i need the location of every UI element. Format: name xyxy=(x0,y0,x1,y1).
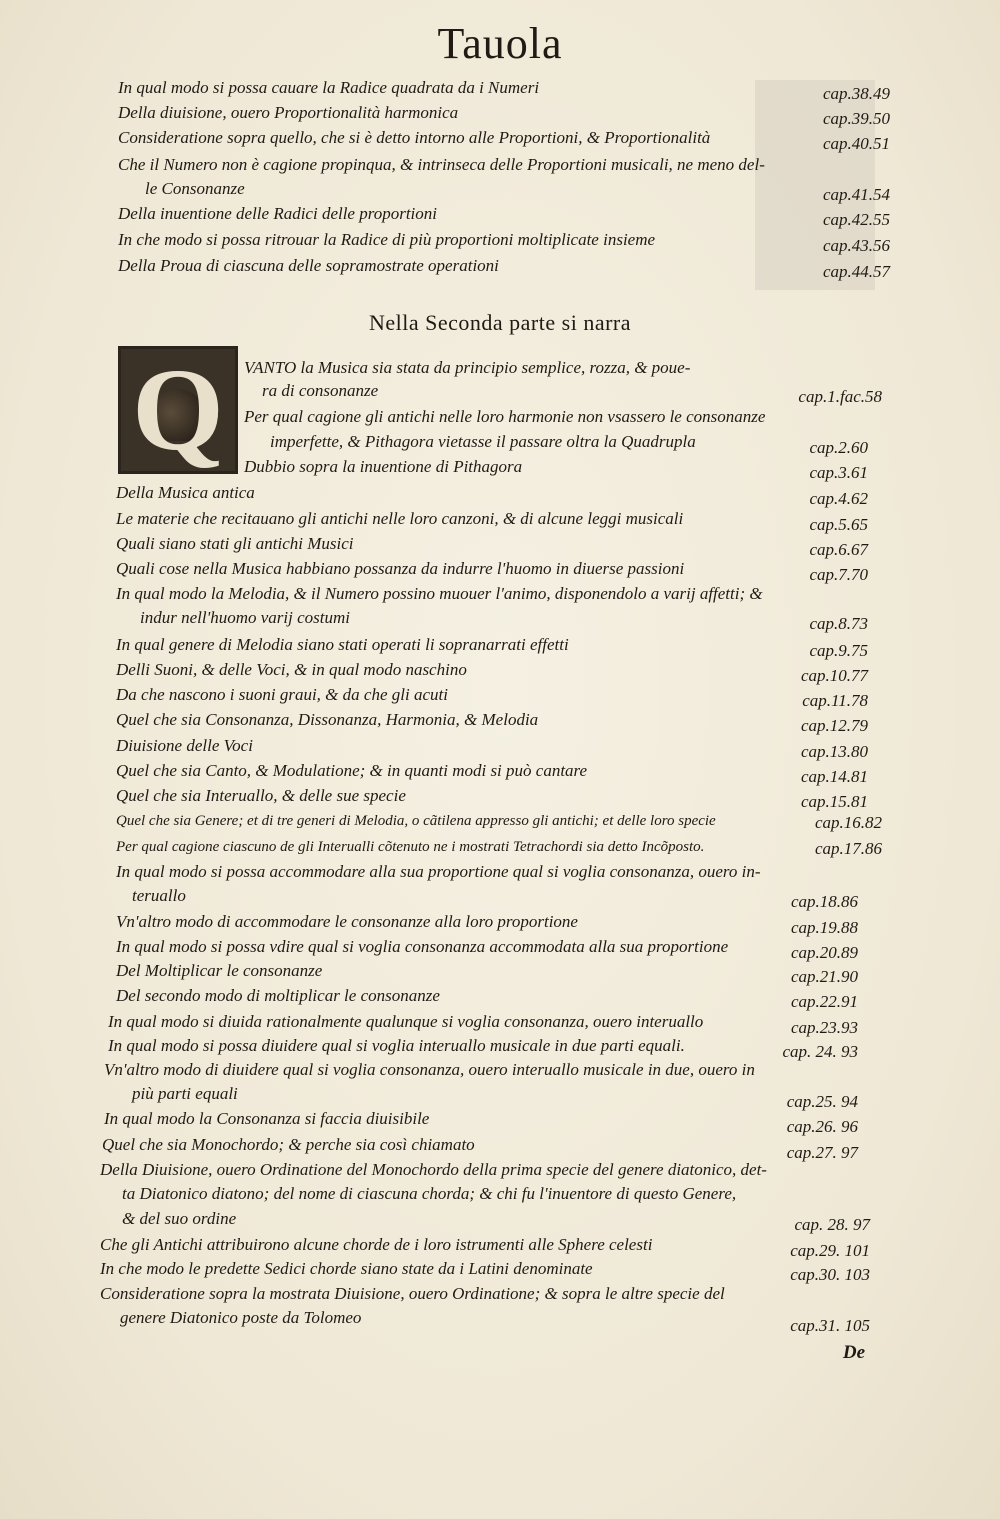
toc-entry-ref: cap.10.77 xyxy=(800,666,868,685)
toc-entry-ref: cap.4.62 xyxy=(809,489,868,508)
toc-entry-text: Quali siano stati gli antichi Musici xyxy=(116,534,354,553)
toc-entry-text: Dubbio sopra la inuentione di Pithagora xyxy=(244,457,523,476)
toc-entry-text: Per qual cagione gli antichi nelle loro harmonie non vsassero le consonanze xyxy=(244,407,766,426)
toc-entry-text: In qual modo si possa accommodare alla sua proportione qual si voglia consonanza, ouero in- xyxy=(116,862,761,881)
toc-entry-text: ra di consonanze xyxy=(262,381,379,400)
decorated-initial xyxy=(118,346,238,474)
toc-entry-text: Quel che sia Canto, & Modulatione; & in quanti modi si può cantare xyxy=(116,761,588,780)
toc-entry-text: le Consonanze xyxy=(145,179,245,198)
toc-entry-ref: cap.15.81 xyxy=(800,792,868,811)
toc-entry-ref: cap.43.56 xyxy=(822,236,890,255)
toc-entry-text: Della inuentione delle Radici delle proportioni xyxy=(118,204,437,223)
toc-entry-text: In qual genere di Melodia siano stati operati li sopranarrati effetti xyxy=(116,635,569,654)
toc-entry-ref: cap.30. 103 xyxy=(790,1265,870,1284)
toc-entry-ref: cap.9.75 xyxy=(809,641,868,660)
toc-entry-ref: cap.39.50 xyxy=(822,109,890,128)
toc-entry-text: Consideratione sopra la mostrata Diuisione, ouero Ordinatione; & sopra le altre specie del xyxy=(100,1284,725,1303)
toc-entry-ref: cap.1.fac.58 xyxy=(798,387,882,406)
toc-entry-ref: cap.25. 94 xyxy=(786,1092,858,1111)
toc-entry-ref: cap.5.65 xyxy=(809,515,868,534)
toc-entry-text: In qual modo la Consonanza si faccia diuisibile xyxy=(104,1109,430,1128)
toc-entry-text: Le materie che recitauano gli antichi nelle loro canzoni, & di alcune leggi musicali xyxy=(116,509,684,528)
toc-entry-text: Che gli Antichi attribuirono alcune chorde de i loro istrumenti alle Sphere celesti xyxy=(100,1235,653,1254)
toc-entry-text: Quel che sia Interuallo, & delle sue specie xyxy=(116,786,406,805)
toc-entry-text: In che modo le predette Sedici chorde siano state da i Latini denominate xyxy=(100,1259,593,1278)
toc-entry-ref: cap.3.61 xyxy=(809,463,868,482)
toc-entry-ref: cap.29. 101 xyxy=(790,1241,870,1260)
toc-entry-ref: cap.23.93 xyxy=(790,1018,858,1037)
toc-entry-text: Che il Numero non è cagione propinqua, & intrinseca delle Proportioni musicali, ne meno del- xyxy=(118,155,765,174)
toc-entry-ref: cap.27. 97 xyxy=(786,1143,858,1162)
toc-entry-text: In qual modo la Melodia, & il Numero possino muouer l'animo, disponendolo a varij affetti; & xyxy=(116,584,763,603)
toc-entry-text: & del suo ordine xyxy=(122,1209,237,1228)
toc-entry-ref: cap.21.90 xyxy=(790,967,858,986)
toc-entry-text: Vn'altro modo di accommodare le consonanze alla loro proportione xyxy=(116,912,578,931)
toc-entry-text: Della Musica antica xyxy=(116,483,255,502)
toc-entry-ref: cap.38.49 xyxy=(822,84,890,103)
toc-entry-text: Della Proua di ciascuna delle sopramostrate operationi xyxy=(118,256,499,275)
toc-entry-ref: cap.16.82 xyxy=(814,813,882,832)
toc-entry-text: Quel che sia Genere; et di tre generi di Melodia, o cãtilena appresso gli antichi; et delle loro specie xyxy=(116,813,716,829)
toc-entry-ref: cap.41.54 xyxy=(822,185,890,204)
toc-entry-text: Delli Suoni, & delle Voci, & in qual modo naschino xyxy=(116,660,467,679)
toc-entry-text: In qual modo si possa vdire qual si voglia consonanza accommodata alla sua proportione xyxy=(116,937,729,956)
toc-entry-text: Della Diuisione, ouero Ordinatione del Monochordo della prima specie del genere diatonico, det- xyxy=(100,1160,767,1179)
toc-entry-text: VANTO la Musica sia stata da principio semplice, rozza, & poue- xyxy=(244,358,691,377)
toc-entry-ref: cap.31. 105 xyxy=(790,1316,870,1335)
toc-entry-text: ta Diatonico diatono; del nome di ciascuna chorda; & chi fu l'inuentore di questo Genere, xyxy=(122,1184,737,1203)
toc-entry-ref: cap.18.86 xyxy=(790,892,858,911)
toc-entry-text: genere Diatonico poste da Tolomeo xyxy=(120,1308,362,1327)
toc-entry-text: In qual modo si diuida rationalmente qualunque si voglia consonanza, ouero interuallo xyxy=(108,1012,704,1031)
toc-entry-text: più parti equali xyxy=(132,1084,238,1103)
toc-entry-ref: cap.7.70 xyxy=(809,565,868,584)
catchword: De xyxy=(842,1342,865,1363)
toc-entry-text: Da che nascono i suoni graui, & da che gli acuti xyxy=(116,685,448,704)
toc-entry-text: Della diuisione, ouero Proportionalità harmonica xyxy=(118,103,459,122)
toc-entry-ref: cap. 24. 93 xyxy=(782,1042,858,1061)
toc-entry-text: Quel che sia Monochordo; & perche sia così chiamato xyxy=(102,1135,475,1154)
toc-entry-text: In qual modo si possa cauare la Radice quadrata da i Numeri xyxy=(118,78,540,97)
toc-entry-ref: cap.42.55 xyxy=(822,210,890,229)
toc-entry-ref: cap.22.91 xyxy=(790,992,858,1011)
toc-entry-text: In che modo si possa ritrouar la Radice di più proportioni moltiplicate insieme xyxy=(118,230,656,249)
toc-entry-text: In qual modo si possa diuidere qual si voglia interuallo musicale in due parti equali. xyxy=(108,1036,685,1055)
toc-entry-text: Quali cose nella Musica habbiano possanza da indurre l'huomo in diuerse passioni xyxy=(116,559,685,578)
toc-entry-ref: cap.13.80 xyxy=(800,742,868,761)
toc-entry-ref: cap.40.51 xyxy=(822,134,890,153)
section-heading: Nella Seconda parte si narra xyxy=(369,310,631,335)
toc-entry-text: Consideratione sopra quello, che si è detto intorno alle Proportioni, & Proportionalità xyxy=(118,128,711,147)
toc-entry-ref: cap. 28. 97 xyxy=(794,1215,870,1234)
toc-entry-text: Del secondo modo di moltiplicar le consonanze xyxy=(116,986,440,1005)
toc-entry-ref: cap.44.57 xyxy=(822,262,890,281)
toc-entry-ref: cap.2.60 xyxy=(809,438,868,457)
toc-entry-ref: cap.8.73 xyxy=(809,614,868,633)
toc-entry-ref: cap.11.78 xyxy=(802,691,868,710)
toc-entry-text: Vn'altro modo di diuidere qual si voglia consonanza, ouero interuallo musicale in due, ouero in xyxy=(104,1060,755,1079)
toc-entry-ref: cap.20.89 xyxy=(790,943,858,962)
toc-entry-text: Per qual cagione ciascuno de gli Interualli cõtenuto ne i mostrati Tetrachordi sia detto Incõposto. xyxy=(116,839,705,855)
toc-entry-text: Diuisione delle Voci xyxy=(116,736,253,755)
toc-entry-text: indur nell'huomo varij costumi xyxy=(140,608,350,627)
initial-letter: Q xyxy=(132,346,224,474)
toc-entry-ref: cap.12.79 xyxy=(800,716,868,735)
toc-entry-ref: cap.14.81 xyxy=(800,767,868,786)
page-title: Tauola xyxy=(437,19,563,68)
toc-entry-text: imperfette, & Pithagora vietasse il passare oltra la Quadrupla xyxy=(270,432,696,451)
toc-entry-ref: cap.17.86 xyxy=(814,839,882,858)
toc-entry-ref: cap.19.88 xyxy=(790,918,858,937)
toc-entry-ref: cap.26. 96 xyxy=(786,1117,858,1136)
toc-entry-text: teruallo xyxy=(132,886,186,905)
toc-entry-text: Del Moltiplicar le consonanze xyxy=(116,961,323,980)
toc-entry-ref: cap.6.67 xyxy=(809,540,868,559)
toc-entry-text: Quel che sia Consonanza, Dissonanza, Harmonia, & Melodia xyxy=(116,710,539,729)
